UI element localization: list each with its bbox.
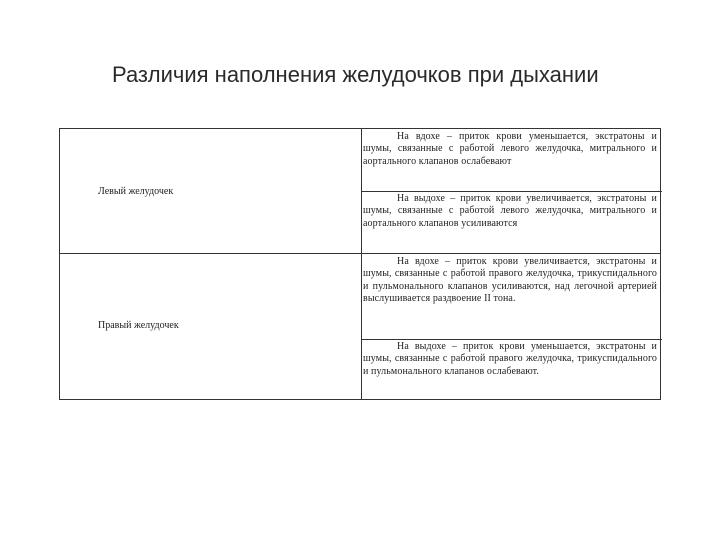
right-ventricle-inhale-cell: На вдохе – приток крови увеличивается, экстратоны и шумы, связанные с работой правого желудочка, трикуспидального и пульмонального клапанов усиливаются, над легочной артерией выслушивается раздвоение II тона. <box>363 256 657 305</box>
row-divider <box>60 253 660 254</box>
comparison-table <box>59 128 661 400</box>
left-ventricle-exhale-cell: На выдохе – приток крови увеличивается, экстратоны и шумы, связанные с работой левого желудочка, митрального и аортального клапанов усиливаются <box>363 193 657 229</box>
right-ventricle-label: Правый желудочек <box>98 320 179 331</box>
page-title: Различия наполнения желудочков при дыхании <box>112 62 599 87</box>
left-ventricle-inhale-cell: На вдохе – приток крови уменьшается, экстратоны и шумы, связанные с работой левого желудочка, митрального и аортального клапанов ослабевают <box>363 131 657 167</box>
column-divider <box>361 129 362 399</box>
subrow-divider-right-ventricle <box>362 339 662 340</box>
right-ventricle-exhale-cell: На выдохе – приток крови уменьшается, экстратоны и шумы, связанные с работой правого желудочка, трикуспидального и пульмонального клапанов ослабевают. <box>363 341 657 377</box>
subrow-divider-left-ventricle <box>362 191 662 192</box>
left-ventricle-label: Левый желудочек <box>98 186 174 197</box>
